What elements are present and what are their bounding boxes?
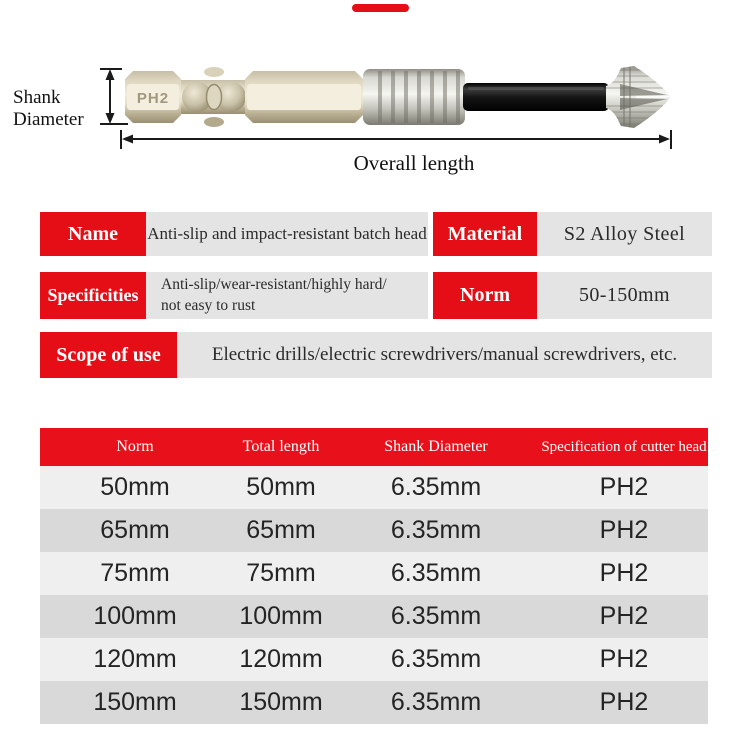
cell-norm: 120mm bbox=[93, 645, 177, 673]
column-header-shank-diameter: Shank Diameter bbox=[384, 438, 488, 455]
product-illustration bbox=[125, 66, 670, 128]
spec-label-name: Name bbox=[40, 212, 146, 256]
cell-shank-diameter: 6.35mm bbox=[390, 559, 482, 587]
cell-shank-diameter: 6.35mm bbox=[390, 516, 482, 544]
spec-label-material: Material bbox=[433, 212, 537, 256]
table-row bbox=[40, 681, 708, 724]
shank-diameter-arrow bbox=[100, 69, 128, 124]
cell-shank-diameter: 6.35mm bbox=[390, 602, 482, 630]
cell-norm: 100mm bbox=[93, 602, 177, 630]
cell-norm: 50mm bbox=[100, 473, 170, 501]
bit-marking-text: PH2 bbox=[136, 90, 170, 107]
spec-label-scope-of-use: Scope of use bbox=[40, 332, 177, 378]
cell-cutter-head: PH2 bbox=[599, 559, 649, 587]
cell-cutter-head: PH2 bbox=[599, 688, 649, 716]
spec-label-specificities: Specificities bbox=[40, 272, 146, 319]
overall-length-label: Overall length bbox=[353, 151, 475, 175]
cell-cutter-head: PH2 bbox=[599, 602, 649, 630]
table-row bbox=[40, 466, 708, 509]
cell-norm: 65mm bbox=[100, 516, 170, 544]
table-row bbox=[40, 552, 708, 595]
column-header-total-length: Total length bbox=[242, 438, 320, 455]
overall-length-arrow bbox=[121, 130, 671, 149]
cell-total-length: 50mm bbox=[246, 473, 316, 501]
spec-value-specificities-line1: Anti-slip/wear-resistant/highly hard/ bbox=[161, 276, 387, 294]
cell-total-length: 100mm bbox=[239, 602, 323, 630]
shank-diameter-label-line1: Shank bbox=[13, 87, 61, 108]
table-row bbox=[40, 509, 708, 552]
cell-norm: 75mm bbox=[100, 559, 170, 587]
spec-value-norm: 50-150mm bbox=[537, 272, 712, 319]
cell-norm: 150mm bbox=[93, 688, 177, 716]
spec-value-material: S2 Alloy Steel bbox=[537, 212, 712, 256]
cell-shank-diameter: 6.35mm bbox=[390, 645, 482, 673]
size-table-header bbox=[40, 428, 708, 466]
cell-shank-diameter: 6.35mm bbox=[390, 473, 482, 501]
size-table bbox=[40, 428, 708, 724]
shank-diameter-label-line2: Diameter bbox=[13, 109, 84, 130]
column-header-norm: Norm bbox=[116, 438, 154, 455]
cell-cutter-head: PH2 bbox=[599, 516, 649, 544]
table-row bbox=[40, 595, 708, 638]
spec-value-name: Anti-slip and impact-resistant batch head bbox=[146, 212, 428, 256]
column-header-cutter-head: Specification of cutter head bbox=[541, 438, 707, 455]
cell-shank-diameter: 6.35mm bbox=[390, 688, 482, 716]
cell-total-length: 120mm bbox=[239, 645, 323, 673]
cell-total-length: 150mm bbox=[239, 688, 323, 716]
spec-label-norm: Norm bbox=[433, 272, 537, 319]
cell-total-length: 65mm bbox=[246, 516, 316, 544]
cell-cutter-head: PH2 bbox=[599, 645, 649, 673]
table-row bbox=[40, 638, 708, 681]
bit-diagram bbox=[0, 0, 750, 195]
cell-cutter-head: PH2 bbox=[599, 473, 649, 501]
spec-value-specificities bbox=[146, 272, 428, 319]
spec-value-scope-of-use: Electric drills/electric screwdrivers/manual screwdrivers, etc. bbox=[177, 332, 712, 378]
cell-total-length: 75mm bbox=[246, 559, 316, 587]
spec-value-specificities-line2: not easy to rust bbox=[161, 296, 256, 314]
